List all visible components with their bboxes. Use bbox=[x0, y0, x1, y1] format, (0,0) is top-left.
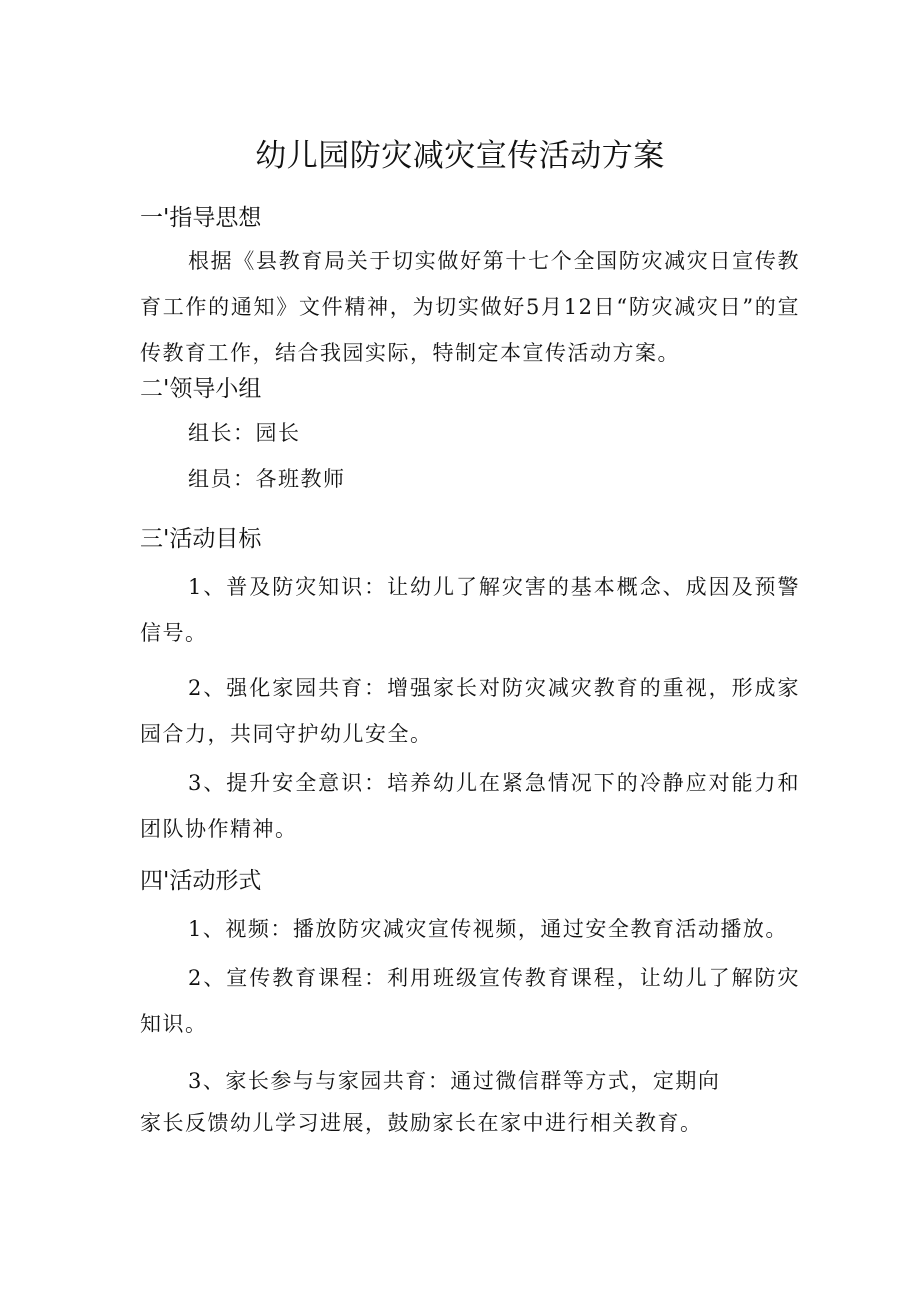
goal-item: 1、普及防灾知识：让幼儿了解灾害的基本概念、成因及预警信号。 bbox=[140, 575, 800, 645]
section-heading-activity-goals: 三'活动目标 bbox=[140, 526, 262, 552]
section-heading-activity-forms: 四'活动形式 bbox=[140, 868, 262, 894]
document-title: 幼儿园防灾减灾宣传活动方案 bbox=[255, 138, 665, 174]
section-heading-leadership-group: 二'领导小组 bbox=[140, 376, 262, 402]
form-item: 2、宣传教育课程：利用班级宣传教育课程，让幼儿了解防灾知识。 bbox=[140, 966, 800, 1036]
goal-item: 2、强化家园共育：增强家长对防灾减灾教育的重视，形成家园合力，共同守护幼儿安全。 bbox=[140, 676, 800, 746]
form-item-line: 家长反馈幼儿学习进展，鼓励家长在家中进行相关教育。 bbox=[140, 1111, 703, 1135]
section-paragraph: 根据《县教育局关于切实做好第十七个全国防灾减灾日宣传教育工作的通知》文件精神，为切实做好5月12日“防灾减灾日”的宣传教育工作，结合我园实际，特制定本宣传活动方案。 bbox=[140, 249, 800, 365]
group-leader-line: 组长：园长 bbox=[188, 421, 301, 445]
section-heading-guiding-ideology: 一'指导思想 bbox=[140, 205, 262, 231]
form-item-line: 3、家长参与与家园共育：通过微信群等方式，定期向 bbox=[188, 1069, 721, 1093]
goal-item: 3、提升安全意识：培养幼儿在紧急情况下的冷静应对能力和团队协作精神。 bbox=[140, 771, 800, 841]
group-members-line: 组员：各班教师 bbox=[188, 467, 346, 491]
form-item: 1、视频：播放防灾减灾宣传视频，通过安全教育活动播放。 bbox=[188, 917, 788, 941]
